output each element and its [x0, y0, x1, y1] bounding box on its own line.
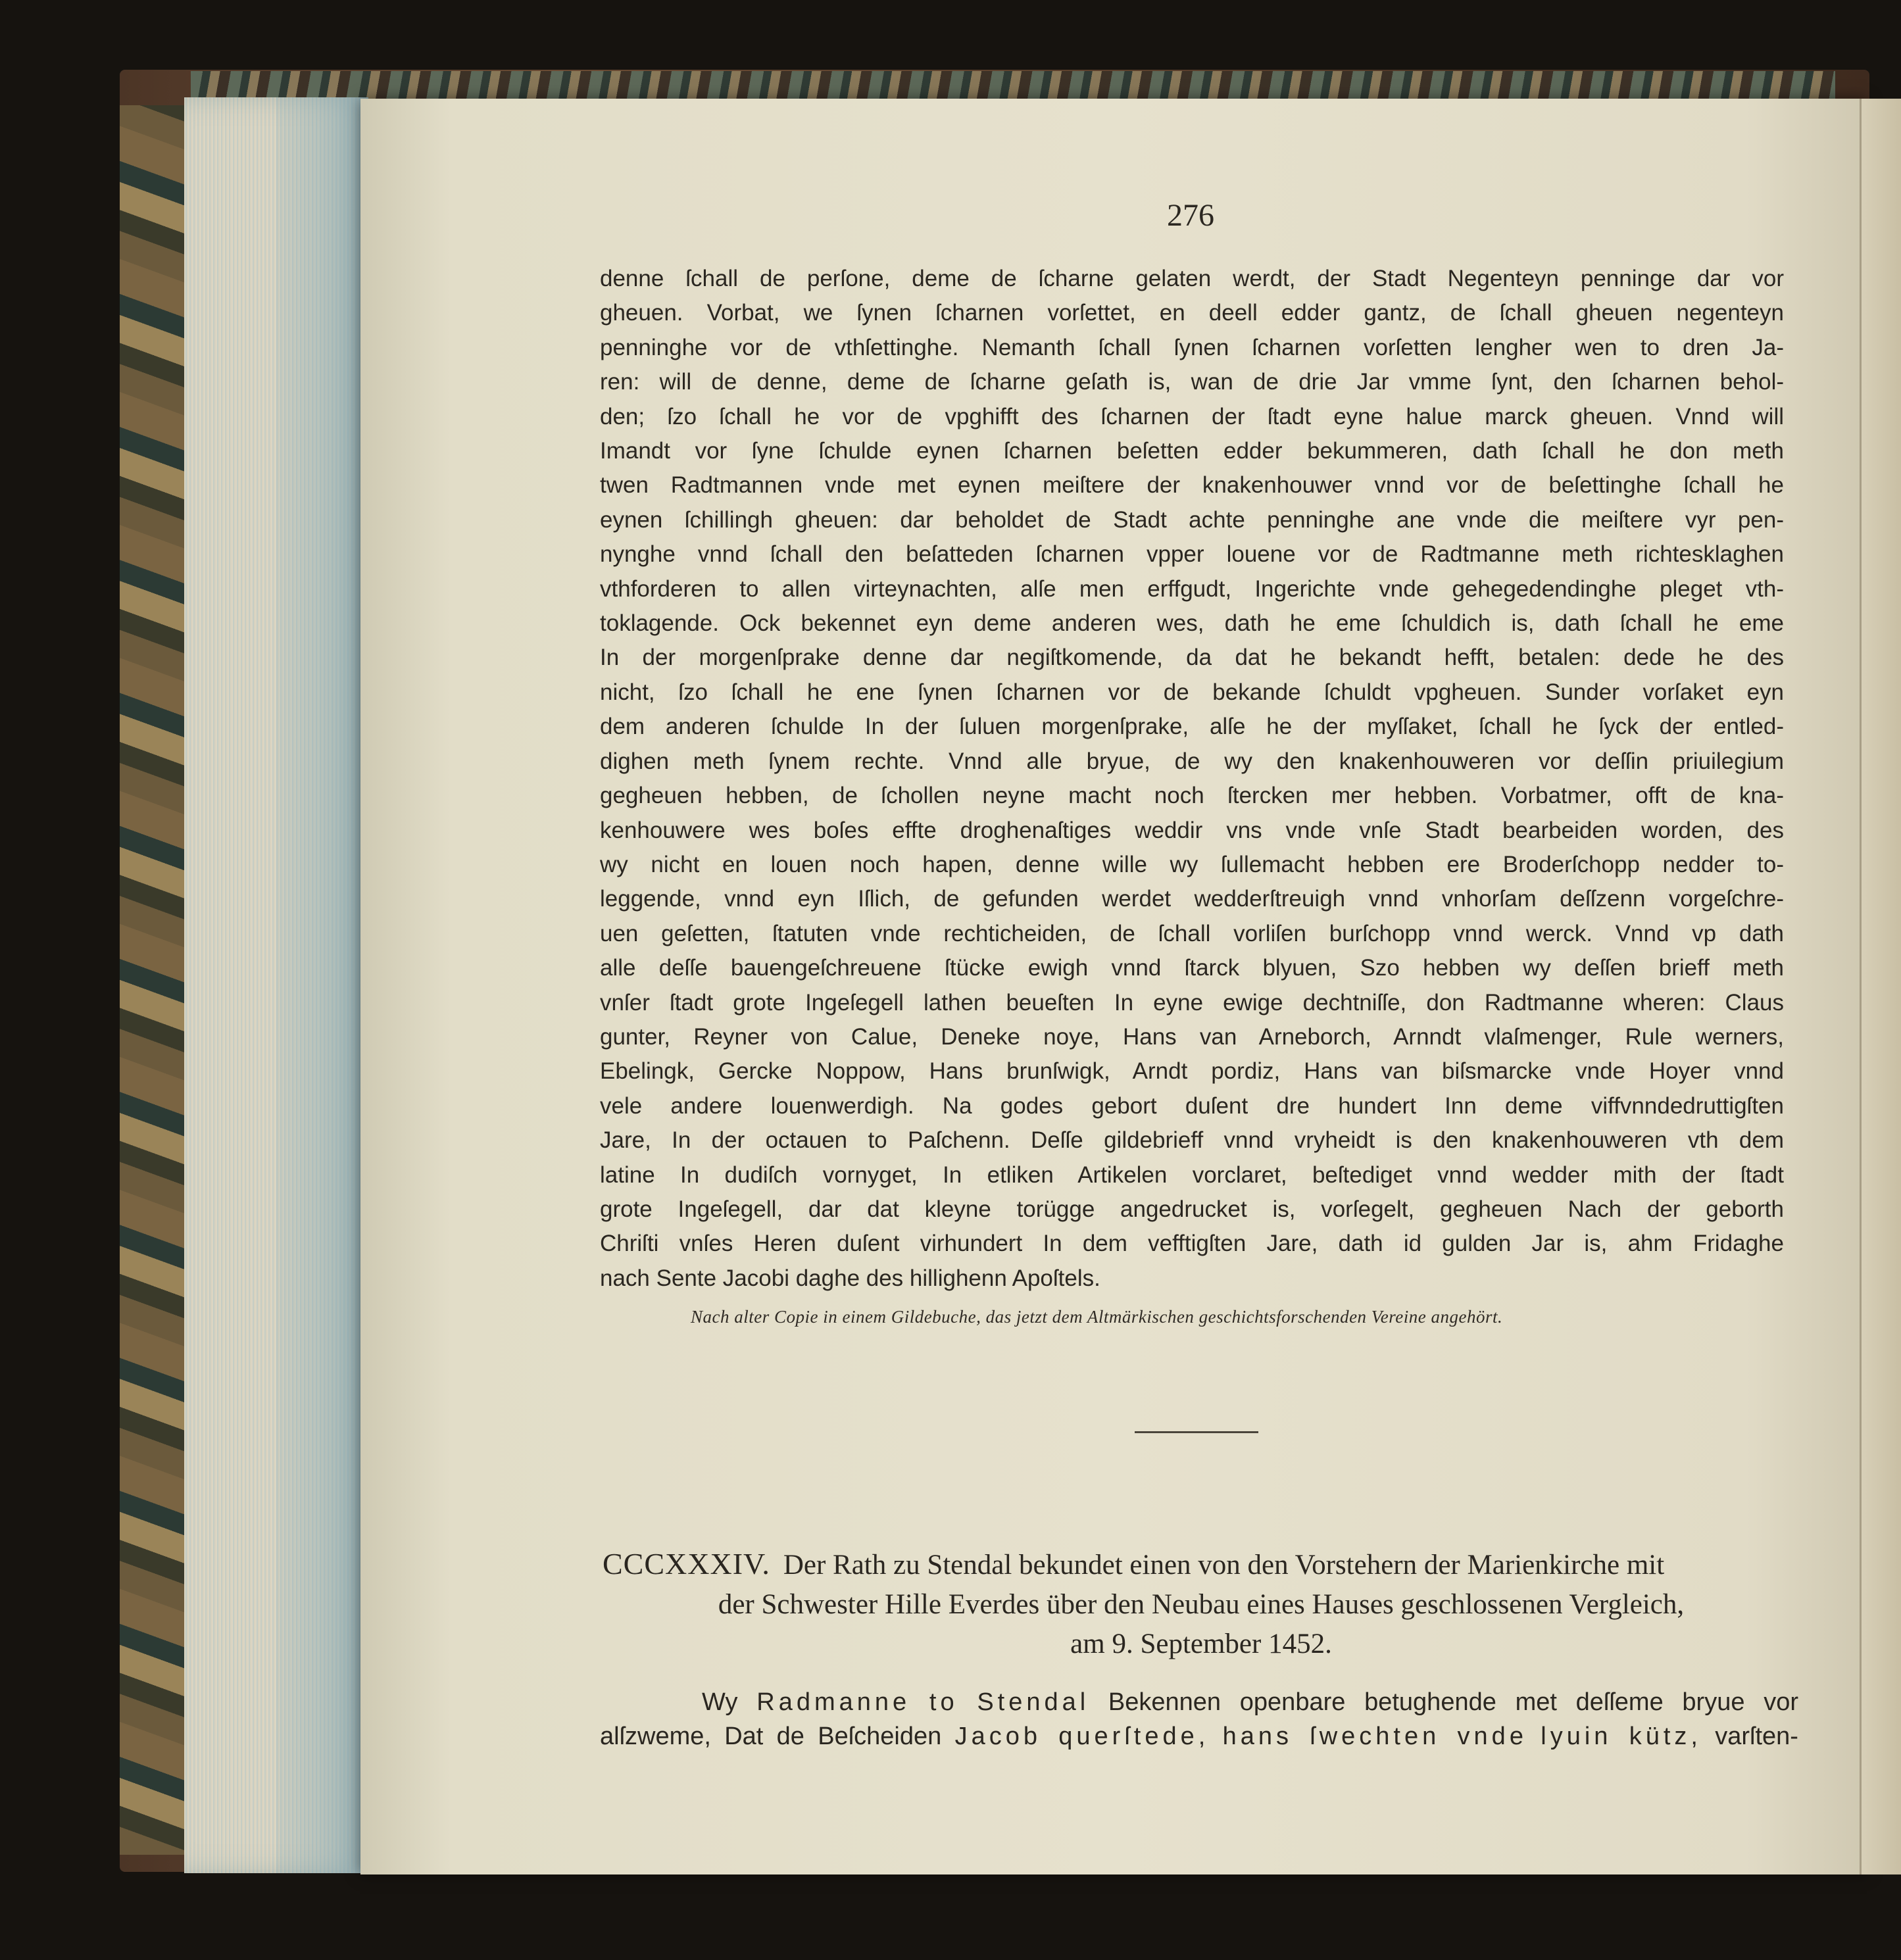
text-line: gegheuen hebben, de ſchollen neyne macht noch ſtercken mer hebben. Vorbatmer, offt de kna- [600, 783, 1784, 809]
text-line: Ebelingk, Gercke Noppow, Hans brunſwigk, Arndt pordiz, Hans van biſsmarcke vnde Hoyer vnnd [600, 1058, 1784, 1085]
text-line: latine In dudiſch vornyget, In etliken Artikelen vorclaret, beſtediget vnnd wedder mith der ſtadt [600, 1162, 1784, 1188]
page-edges [184, 97, 368, 1873]
heading-text-1: Der Rath zu Stendal bekundet einen von den Vorstehern der Marienkirche mit [783, 1550, 1665, 1580]
text-line: grote Ingeſegell, dar dat kleyne torügge angedrucket is, vorſegelt, gegheuen Nach der geborth [600, 1196, 1784, 1222]
text-line: nicht, ſzo ſchall he ene ſynen ſcharnen vor de bekande ſchuldt vpgheuen. Sunder vorſaket eyn [600, 679, 1784, 705]
text-line: gheuen. Vorbat, we ſynen ſcharnen vorſettet, en deell edder gantz, de ſchall gheuen negenteyn [600, 300, 1784, 326]
text-line: alle deſſe bauengeſchreuene ſtücke ewigh vnnd ſtarck blyuen, Szo hebben wy deſſen brieff meth [600, 955, 1784, 981]
heading-row-1 [603, 1544, 1800, 1585]
text-run-spaced: Jacob querſtede, [954, 1723, 1210, 1750]
text-line: uen geſetten, ſtatuten vnde rechticheiden, de ſchall vorliſen burſchopp vnnd werck. Vnnd vp dath [600, 920, 1784, 946]
document-text [600, 1685, 1798, 1753]
page-number: 276 [1167, 198, 1214, 233]
text-line: dighen meth ſynem rechte. Vnnd alle bryue, de wy den knakenhouweren vor deſſin priuilegium [600, 748, 1784, 774]
document-heading [603, 1544, 1800, 1664]
next-page-edge [1860, 99, 1901, 1874]
text-run: varſten- [1715, 1723, 1798, 1750]
text-line: nynghe vnnd ſchall den beſatteden ſcharnen vpper louene vor de Radtmanne meth richtesklaghen [600, 541, 1784, 568]
text-run: Wy [702, 1688, 738, 1716]
text-line: vnſer ſtadt grote Ingeſegell lathen beueſten In eyne ewige dechtniſſe, don Radtmanne wheren: Claus [600, 989, 1784, 1016]
text-run-spaced: hans ſwechten vnde [1222, 1723, 1527, 1750]
source-note: Nach alter Copie in einem Gildebuche, das jetzt dem Altmärkischen geschichtsforschenden Vereine angehört. [691, 1307, 1503, 1327]
text-line: dem anderen ſchulde In der ſuluen morgenſprake, alſe he der myſſaket, ſchall he ſyck der entled- [600, 714, 1784, 740]
text-run: Bekennen openbare betughende met deſſeme bryue vor [1108, 1688, 1798, 1716]
document-number: CCCXXXIV. [603, 1547, 770, 1580]
text-line: Imandt vor ſyne ſchulde eynen ſcharnen beſetten edder bekummeren, dath ſchall he don meth [600, 438, 1784, 464]
text-line-last: nach Sente Jacobi daghe des hillighenn Apoſtels. [600, 1265, 1100, 1291]
marbled-edge-left [120, 105, 185, 1855]
text-line: ren: will de denne, deme de ſcharne geſath is, wan de drie Jar vmme ſynt, den ſcharnen behol- [600, 369, 1784, 395]
heading-row-2: der Schwester Hille Everdes über den Neubau eines Hauses geschlossenen Vergleich, [718, 1589, 1685, 1620]
text-line [600, 1685, 1798, 1719]
text-line: Chriſti vnſes Heren duſent virhundert In dem vefftigſten Jare, dath id gulden Jar is, ahm Fridaghe [600, 1231, 1784, 1257]
text-line: In der morgenſprake denne dar negiſtkomende, da dat he bekandt hefft, betalen: dede he des [600, 645, 1784, 671]
text-run-spaced: lyuin kütz, [1541, 1723, 1702, 1750]
section-divider [1135, 1431, 1258, 1433]
text-line: toklagende. Ock bekennet eyn deme anderen wes, dath he eme ſchuldich is, dath ſchall he eme [600, 610, 1784, 637]
text-line: den; ſzo ſchall he vor de vpghifft des ſcharnen der ſtadt eyne halue marck gheuen. Vnnd will [600, 403, 1784, 429]
body-text [600, 262, 1784, 1296]
text-line: penninghe vor de vthſettinghe. Nemanth ſchall ſynen ſcharnen vorſetten lengher wen to dren Ja- [600, 334, 1784, 360]
text-line: leggende, vnnd eyn Iſlich, de gefunden werdet wedderſtreuigh vnnd vnhorſam deſſzenn vorgeſchre- [600, 886, 1784, 912]
text-run-spaced: Stendal [977, 1688, 1090, 1716]
text-run-spaced: to [929, 1688, 958, 1716]
text-line: kenhouwere wes boſes effte droghenaſtiges weddir vns vnde vnſe Stadt bearbeiden worden, des [600, 817, 1784, 843]
text-line: denne ſchall de perſone, deme de ſcharne gelaten werdt, der Stadt Negenteyn penninge dar vor [600, 266, 1784, 291]
text-line [600, 1719, 1798, 1753]
text-line: vele andere louenwerdigh. Na godes gebort duſent dre hundert Inn deme viffvnndedruttigſten [600, 1092, 1784, 1119]
text-line: gunter, Reyner von Calue, Deneke noye, Hans van Arneborch, Arnndt vlaſmenger, Rule werners, [600, 1023, 1784, 1050]
text-line: Jare, In der octauen to Paſchenn. Deſſe gildebrieff vnnd vryheidt is den knakenhouweren vth dem [600, 1127, 1784, 1154]
text-line: vthforderen to allen virteynachten, alſe men erffgudt, Ingerichte vnde gehegedendinghe pleget vth- [600, 576, 1784, 602]
text-line: wy nicht en louen noch hapen, denne wille wy ſullemacht hebben ere Broderſchopp nedder to- [600, 851, 1784, 877]
heading-row-3: am 9. September 1452. [1070, 1629, 1332, 1659]
text-line: eynen ſchillingh gheuen: dar beholdet de Stadt achte penninghe ane vnde die meiſtere vyr pen- [600, 506, 1784, 533]
text-run-spaced: Radmanne [756, 1688, 911, 1716]
text-line: twen Radtmannen vnde met eynen meiſtere der knakenhouwer vnnd vor de beſettinghe ſchall he [600, 472, 1784, 499]
text-run: alſzweme, Dat de Beſcheiden [600, 1723, 942, 1750]
